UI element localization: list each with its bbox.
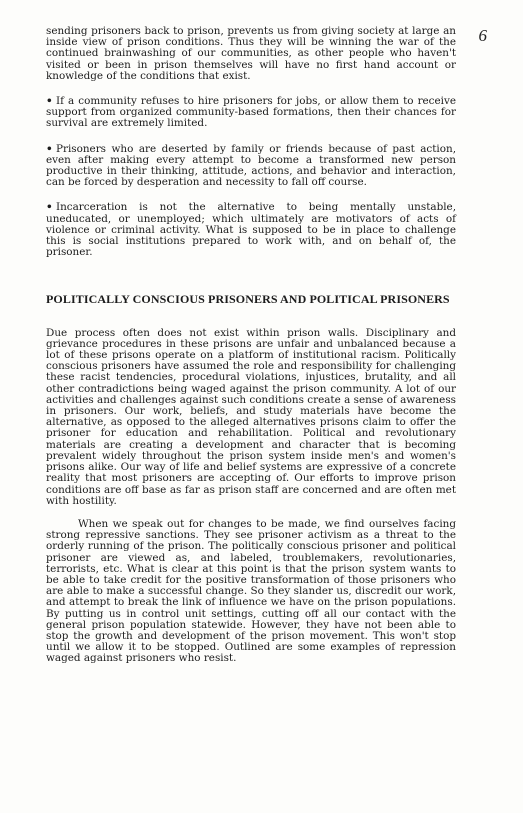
- body-paragraph: Due process often does not exist within prison walls. Disciplinary and grievance procedures in these prisons are unfair and unbalanced because a lot of these prisons operate on a platform of institutional racism. Politically conscious prisoners have assumed the role and responsibility for challenging these racist tendencies, procedural violations, injustices, brutality, and all other contradictions being waged against the prison community. A lot of our activities and challenges against such conditions create a sense of awareness in prisoners. Our work, beliefs, and study materials have become the alternative, as opposed to the alleged alternatives prisons claim to offer the prisoner for education and rehabilitation. Political and revolutionary materials are creating a development and character that is becoming prevalent widely throughout the prison system inside men's and women's prisons alike. Our way of life and belief systems are expressive of a concrete reality that most prisoners are accepting of. Our efforts to improve prison conditions are off base as far as prison staff are concerned and are often met with hostility.: [46, 326, 456, 507]
- page-number: 6: [478, 26, 487, 45]
- bullet-icon: •: [46, 142, 53, 155]
- bullet-icon: •: [46, 95, 53, 108]
- bullet-item: [46, 202, 456, 258]
- bullet-text: Incarceration is not the alternative to being mentally unstable, uneducated, or unemployed; which ultimately are motivators of acts of violence or criminal activity. What is supposed to be in place to challenge this is social institutions prepared to work with, and on behalf of, the prisoner.: [46, 201, 456, 259]
- bullet-text: Prisoners who are deserted by family or friends because of past action, even after making every attempt to become a transformed new person productive in their thinking, attitude, actions, and behavior and interaction, can be forced by desperation and necessity to fall off course.: [46, 142, 456, 189]
- intro-paragraph: sending prisoners back to prison, prevents us from giving society at large an inside view of prison conditions. Thus they will be winning the war of the continued brainwashing of our communities, as other people who haven't visited or been in prison themselves will have no first hand account or knowledge of the conditions that exist.: [46, 25, 456, 82]
- section-heading: POLITICALLY CONSCIOUS PRISONERS AND POLITICAL PRISONERS: [46, 292, 450, 307]
- page-content: [46, 26, 456, 677]
- bullet-item: [46, 96, 456, 130]
- body-paragraph: When we speak out for changes to be made, we find ourselves facing strong repressive sanctions. They see prisoner activism as a threat to the orderly running of the prison. The politically conscious prisoner and political prisoner are viewed as, and labeled, troublemakers, revolutionaries, terrorists, etc. What is clear at this point is that the prison system wants to be able to take credit for the positive transformation of those prisoners who are able to make a successful change. So they slander us, discredit our work, and attempt to break the link of influence we have on the prison populations. By putting us in control unit settings, cutting off all our contact with the general prison population statewide. However, they have not been able to stop the growth and development of the prison movement. This won't stop until we allow it to be stopped. Outlined are some examples of repression waged against prisoners who resist.: [46, 517, 456, 665]
- bullet-item: [46, 144, 456, 189]
- bullet-icon: •: [46, 201, 53, 214]
- bullet-text: If a community refuses to hire prisoners for jobs, or allow them to receive support from organized community-based formations, then their chances for survival are extremely limited.: [46, 95, 456, 130]
